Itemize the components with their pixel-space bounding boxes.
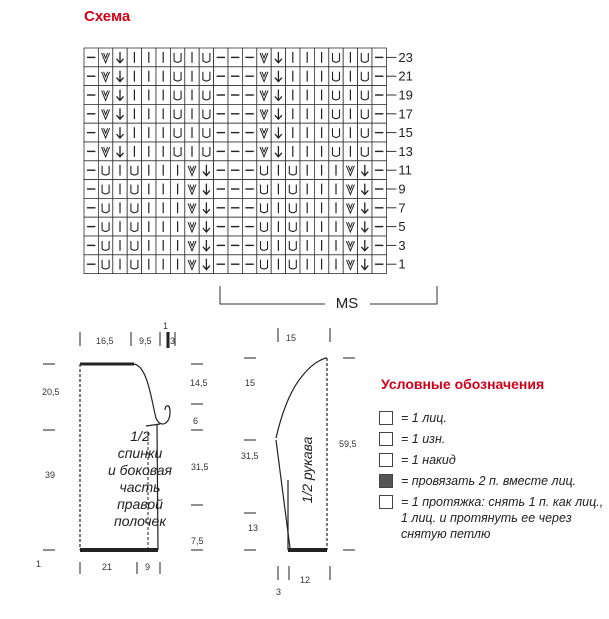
legend-item-k2tog: [379, 473, 607, 489]
row-number: 7: [398, 200, 406, 216]
row-number: 3: [398, 237, 406, 253]
chart-cell: [199, 67, 213, 86]
chart-cell: [98, 217, 112, 236]
legend-text: = 1 протяжка: снять 1 п. как лиц., 1 лиц. и протянуть ее через снятую петлю: [401, 495, 604, 541]
chart-cell: [257, 198, 271, 217]
k2tog-symbol-icon: [379, 474, 393, 488]
row-number: 5: [398, 219, 406, 235]
measure-sleeve-length: 31,5: [241, 451, 259, 461]
chart-cell: [127, 236, 141, 255]
chart-cell: [286, 161, 300, 180]
back-label-line: полочек: [114, 513, 166, 529]
chart-cell: [127, 255, 141, 274]
row-number: 13: [398, 143, 413, 159]
chart-cell: [257, 180, 271, 199]
chart-cell: [358, 86, 372, 105]
row-number: 15: [398, 125, 413, 141]
chart-cell: [170, 86, 184, 105]
measure-armhole: 14,5: [190, 378, 208, 388]
row-number: 11: [398, 162, 412, 178]
chart-cell: [98, 236, 112, 255]
row-number: 19: [398, 87, 413, 103]
chart-cell: [170, 104, 184, 123]
measure-sleeve-total: 59,5: [339, 439, 357, 449]
measure-side: 31,5: [191, 462, 209, 472]
measure-bottom-side: 9: [145, 562, 151, 572]
measure-sleeve-bottom-width: 12: [300, 575, 311, 585]
legend-item-skpo: [379, 494, 607, 542]
sleeve-label: 1/2 рукава: [299, 436, 315, 504]
chart-cell: [329, 48, 343, 67]
chart-cell: [257, 217, 271, 236]
chart-cell: [199, 123, 213, 142]
chart-cell: [286, 198, 300, 217]
chart-cell: [358, 123, 372, 142]
chart-title: Схема: [84, 8, 131, 25]
knit-symbol-icon: [379, 411, 393, 425]
chart-cell: [358, 104, 372, 123]
chart-cell: [257, 236, 271, 255]
row-number: 1: [398, 256, 406, 272]
legend-item-knit: [379, 410, 607, 426]
chart-grid: [84, 48, 386, 274]
chart-cell: [358, 142, 372, 161]
chart-cell: [286, 180, 300, 199]
measure-sleeve-cap: 15: [245, 378, 256, 388]
chart-cell: [170, 123, 184, 142]
legend-text: = провязать 2 п. вместе лиц.: [401, 474, 577, 488]
chart-cell: [199, 48, 213, 67]
chart-cell: [98, 198, 112, 217]
legend-text: = 1 лиц.: [401, 411, 447, 425]
measure-edge-top: 1: [163, 321, 169, 331]
row-number: 9: [398, 181, 406, 197]
chart-cell: [170, 142, 184, 161]
row-numbers: [386, 50, 412, 272]
chart-cell: [329, 123, 343, 142]
measure-edge-bottom: 1: [36, 559, 42, 569]
back-label-line: часть: [119, 479, 161, 495]
measure-bottom-width: 21: [102, 562, 113, 572]
chart-cell: [257, 161, 271, 180]
row-number: 21: [398, 68, 413, 84]
skpo-symbol-icon: [379, 495, 393, 509]
chart-cell: [329, 142, 343, 161]
back-label-line: 1/2: [130, 428, 150, 444]
chart-cell: [127, 217, 141, 236]
measure-body: 39: [45, 470, 56, 480]
measure-armhole-depth: 6: [193, 416, 199, 426]
chart-cell: [329, 67, 343, 86]
chart-cell: [286, 255, 300, 274]
chart-cell: [329, 104, 343, 123]
chart-cell: [257, 255, 271, 274]
measure-neck: 9,5: [139, 336, 152, 346]
repeat-label: MS: [335, 295, 359, 312]
legend-item-purl: [379, 431, 607, 447]
chart-cell: [98, 255, 112, 274]
chart-cell: [127, 161, 141, 180]
chart-cell: [98, 180, 112, 199]
repeat-bracket: [220, 286, 437, 312]
chart-cell: [286, 217, 300, 236]
purl-symbol-icon: [379, 432, 393, 446]
chart-cell: [358, 48, 372, 67]
legend: [379, 410, 607, 547]
chart-cell: [127, 180, 141, 199]
chart-cell: [199, 86, 213, 105]
legend-text: = 1 изн.: [401, 432, 446, 446]
measure-edge: 3: [170, 336, 176, 346]
measure-sleeve-top: 15: [286, 333, 297, 343]
measure-bottom-edge: 7,5: [191, 536, 204, 546]
chart-cell: [199, 142, 213, 161]
chart-cell: [127, 198, 141, 217]
legend-text: = 1 накид: [401, 453, 456, 467]
legend-item-yarn-over: [379, 452, 607, 468]
back-label-line: правой: [117, 496, 163, 512]
chart-cell: [98, 161, 112, 180]
row-number: 17: [398, 106, 413, 122]
chart-cell: [170, 48, 184, 67]
chart-cell: [286, 236, 300, 255]
yarn-over-symbol-icon: [379, 453, 393, 467]
measure-sleeve-cuff: 13: [248, 523, 259, 533]
chart-cell: [329, 86, 343, 105]
measure-shoulder: 16,5: [96, 336, 114, 346]
legend-title: Условные обозначения: [381, 376, 545, 392]
chart-cell: [199, 104, 213, 123]
back-piece-label: [92, 428, 188, 530]
row-number: 23: [398, 49, 413, 65]
chart-cell: [358, 67, 372, 86]
measure-sleeve-bottom-edge: 3: [276, 587, 282, 597]
back-label-line: и боковая: [108, 462, 172, 478]
back-label-line: спинки: [117, 445, 163, 461]
measure-height: 20,5: [42, 387, 60, 397]
chart-cell: [170, 67, 184, 86]
